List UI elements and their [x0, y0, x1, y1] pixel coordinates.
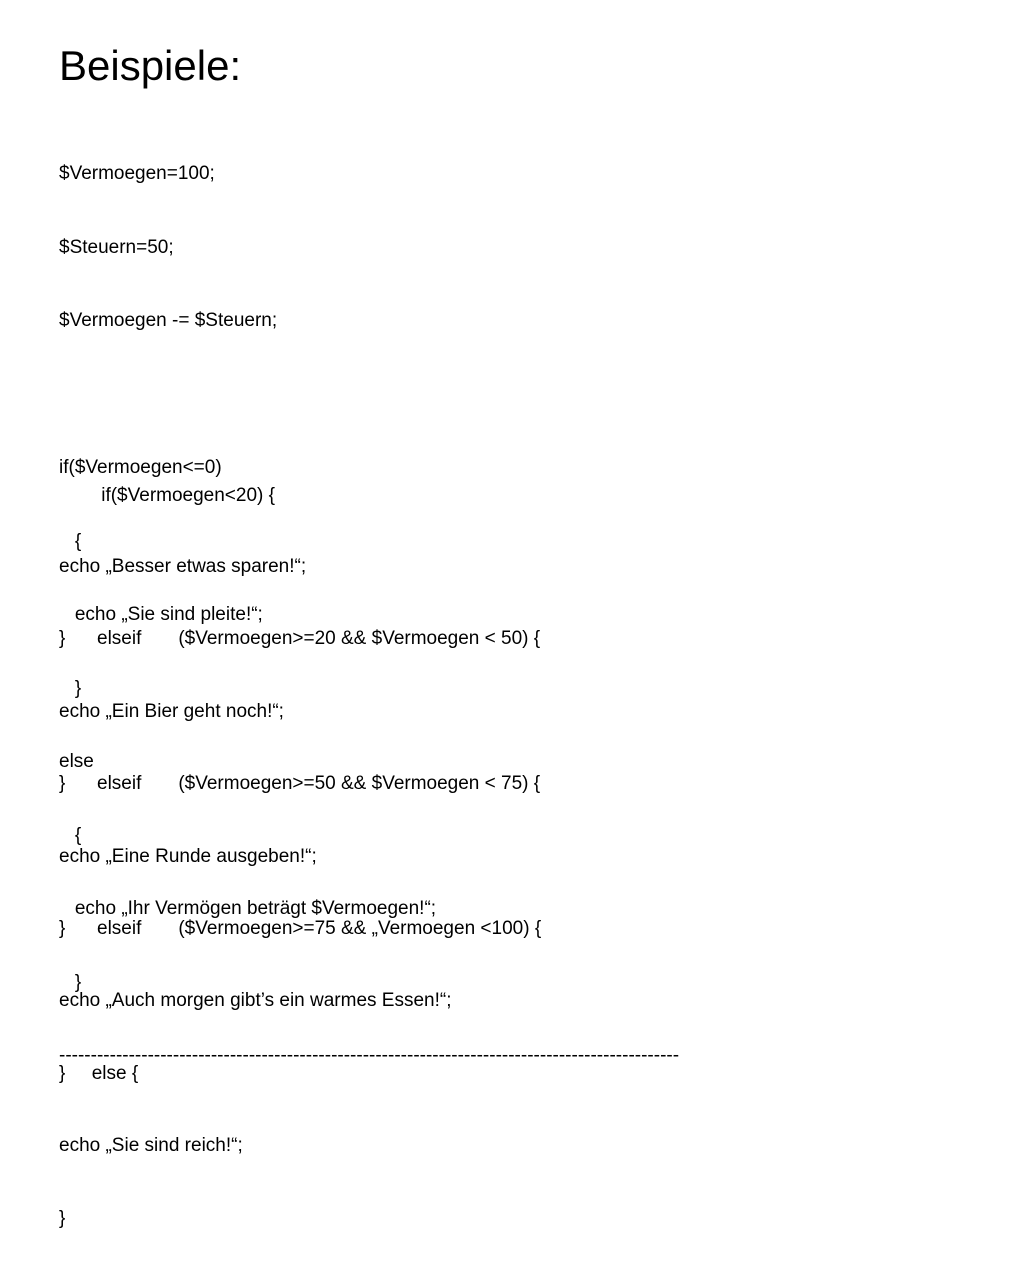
code-line: }: [59, 677, 82, 699]
code-line: } elseif ($Vermoegen>=20 && $Vermoegen < 50) {: [59, 628, 541, 650]
code-line: {: [59, 530, 82, 552]
code-line: if($Vermoegen<=0): [59, 457, 222, 478]
code-line: $Vermoegen=100;: [59, 163, 215, 184]
slide-title: Beispiele:: [59, 42, 242, 89]
code-line: {: [59, 824, 82, 846]
code-line: else: [59, 751, 94, 772]
code-line: } elseif ($Vermoegen>=75 && „Vermoegen <100) {: [59, 917, 542, 939]
code-line-blank: [59, 383, 679, 408]
code-line: $Steuern=50;: [59, 236, 174, 258]
code-block-lower: [59, 439, 541, 1277]
code-line: echo „Eine Runde ausgeben!“;: [59, 845, 317, 867]
code-line: }: [59, 1207, 66, 1229]
code-line: echo „Auch morgen gibt’s ein warmes Essen!“;: [59, 990, 452, 1012]
code-line: echo „Sie sind pleite!“;: [59, 604, 263, 625]
code-line: $Vermoegen -= $Steuern;: [59, 310, 278, 331]
code-line: echo „Sie sind reich!“;: [59, 1135, 243, 1157]
code-line: } else {: [59, 1062, 139, 1084]
code-line: if($Vermoegen<20) {: [59, 485, 275, 506]
code-line: echo „Ein Bier geht noch!“;: [59, 700, 284, 722]
separator-line: --------------------------------------------------------------------------------------------------: [59, 1045, 680, 1066]
code-line: echo „Besser etwas sparen!“;: [59, 556, 307, 577]
code-line: echo „Ihr Vermögen beträgt $Vermoegen!“;: [59, 898, 437, 919]
code-line: }: [59, 971, 82, 993]
code-line: } elseif ($Vermoegen>=50 && $Vermoegen < 75) {: [59, 773, 541, 795]
